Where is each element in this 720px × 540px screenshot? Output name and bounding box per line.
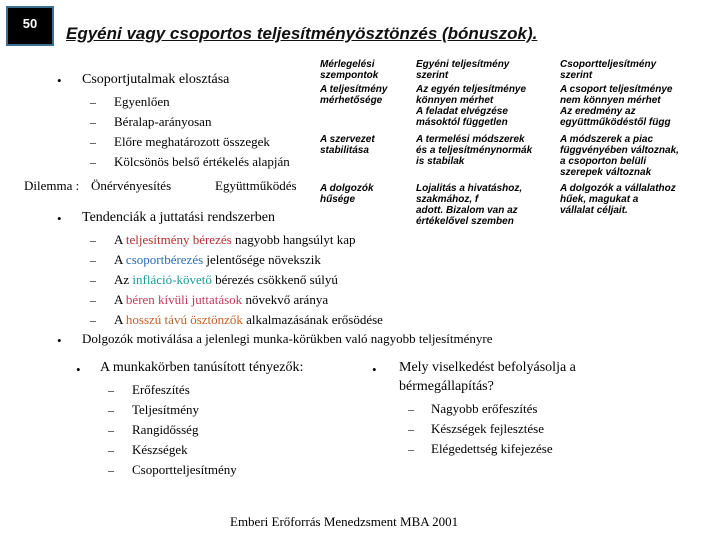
dash-marker: – [108,443,114,457]
table-header: szempontok [320,70,379,81]
col-right-heading: Mely viselkedést befolyásolja a [399,360,576,375]
section2-item: Az infláció-követő bérezés csökkenő súlyú [114,272,338,287]
dilemma-left: Önérvényesítés [91,178,172,193]
bullet-dot: • [372,362,377,377]
dilemma-right: Együttműködés [215,178,297,193]
table-cell: A feladat elvégzése [416,106,508,117]
dash-marker: – [90,293,96,307]
col-left-heading: A munkakörben tanúsított tényezők: [100,360,304,375]
table-cell: vállalat céljait. [560,205,628,216]
table-cell: a csoporton belüli [560,156,647,167]
col-left-item: Teljesítmény [132,402,199,417]
section2-heading: Tendenciák a juttatási rendszerben [82,210,275,225]
dash-marker: – [90,313,96,327]
dilemma-label: Dilemma : [24,178,80,193]
dash-marker: – [108,383,114,397]
table-cell: Lojalitás a hivatáshoz, [416,183,523,194]
slide-number-badge [6,6,54,46]
col-right-heading-cont: bérmegállapítás? [399,379,494,394]
table-cell: A termelési módszerek [416,134,525,145]
table-cell: szakmához, f [416,194,479,205]
table-cell: mérhetősége [320,95,383,106]
section1-item: Béralap-arányosan [114,114,212,129]
col-left-item: Készségek [132,442,188,457]
dash-marker: – [90,115,96,129]
slide-number: 50 [22,16,38,31]
dash-marker: – [90,233,96,247]
table-cell: függvényében változnak, [560,145,679,156]
table-cell: értékelővel szemben [416,216,514,227]
table-cell: A dolgozók [320,183,374,194]
section2-item: A teljesítmény bérezés nagyobb hangsúlyt kap [114,232,356,247]
table-cell: együttműködéstől függ [560,117,671,128]
section1-item: Kölcsönös belső értékelés alapján [114,154,290,169]
table-header: szerint [560,70,593,81]
table-cell: másoktól független [416,117,508,128]
section2-item: A csoportbérezés jelentősége növekszik [114,252,321,267]
bullet-dot: • [57,333,62,348]
footer-text: Emberi Erőforrás Menedzsment MBA 2001 [230,514,459,529]
table-cell: is stabilak [416,156,465,167]
dash-marker: – [108,403,114,417]
table-header: Csoportteljesítmény [560,59,657,70]
dash-marker: – [408,422,414,436]
col-right-item: Elégedettség kifejezése [431,441,553,456]
table-cell: Az egyén teljesítménye [416,84,527,95]
dash-marker: – [90,273,96,287]
table-cell: A módszerek a piac [560,134,654,145]
dash-marker: – [108,423,114,437]
table-header: Egyéni teljesítmény [416,59,510,70]
table-cell: szerepek változnak [560,167,652,178]
dash-marker: – [408,402,414,416]
col-left-item: Rangidősség [132,422,199,437]
dash-marker: – [108,463,114,477]
table-cell: A csoport teljesítménye [560,84,673,95]
section2-item: A béren kívüli juttatások növekvő aránya [114,292,329,307]
section1-item: Egyenlően [114,94,170,109]
comparison-table [316,58,720,228]
bullet-dot: • [57,73,62,88]
dash-marker: – [90,253,96,267]
table-cell: és a teljesítménynormák [416,145,533,156]
table-header: szerint [416,70,449,81]
table-cell: A szervezet [320,134,375,145]
table-cell: hűsége [320,194,356,205]
col-right-item: Készségek fejlesztése [431,421,544,436]
col-left-item: Erőfeszítés [132,382,190,397]
col-left-item: Csoportteljesítmény [132,462,237,477]
table-cell: stabilitása [320,145,369,156]
dash-marker: – [408,442,414,456]
table-cell: Az eredmény az [560,106,636,117]
table-cell: nem könnyen mérhet [560,95,661,106]
table-cell: könnyen mérhet [416,95,494,106]
section3-text: Dolgozók motiválása a jelenlegi munka-körükben való nagyobb teljesítményre [82,331,493,346]
table-cell: A teljesítmény [320,84,388,95]
table-header: Mérlegelési [320,59,375,70]
slide-title: Egyéni vagy csoportos teljesítményösztönzés (bónuszok). [66,24,538,43]
section2-item: A hosszú távú ösztönzők alkalmazásának erősödése [114,312,383,327]
dash-marker: – [90,95,96,109]
table-cell: A dolgozók a vállalathoz [560,183,676,194]
table-cell: hűek, magukat a [560,194,639,205]
table-cell: adott. Bizalom van az [416,205,518,216]
section1-heading: Csoportjutalmak elosztása [82,72,230,87]
col-right-item: Nagyobb erőfeszítés [431,401,538,416]
bullet-dot: • [76,362,81,377]
dash-marker: – [90,135,96,149]
section1-item: Előre meghatározott összegek [114,134,270,149]
bullet-dot: • [57,211,62,226]
dash-marker: – [90,155,96,169]
